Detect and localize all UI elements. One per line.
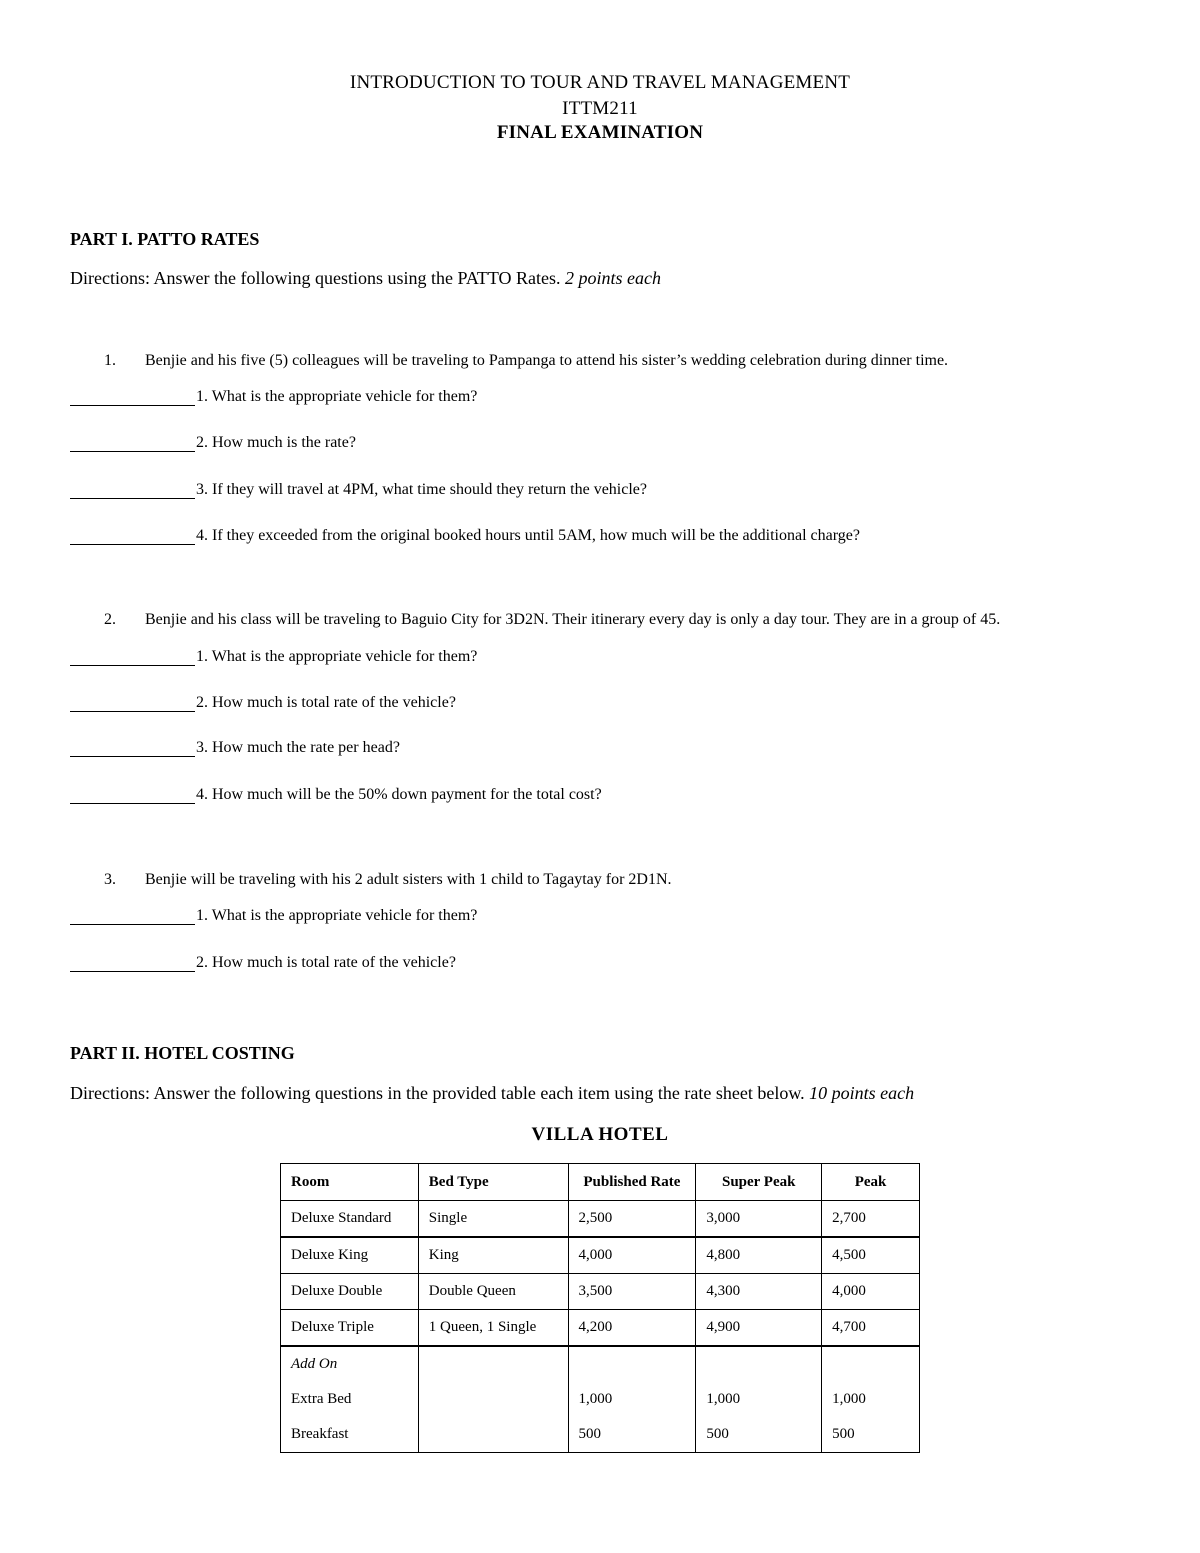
question-3-item-2 <box>70 954 456 972</box>
table-cell: 3,000 <box>696 1201 822 1238</box>
addon-value: 1,000 <box>832 1391 866 1407</box>
answer-blank[interactable] <box>70 740 195 757</box>
table-row <box>281 1310 920 1347</box>
question-2-item-3 <box>70 739 400 757</box>
column-header: Bed Type <box>418 1164 568 1201</box>
question-2-text: Benjie and his class will be traveling to Baguio City for 3D2N. Their itinerary every day is only a day tour. They are in a group of 45. <box>145 611 1001 628</box>
table-cell: 4,900 <box>696 1310 822 1347</box>
item-text: 3. How much the rate per head? <box>196 739 400 756</box>
question-1-item-4 <box>70 527 860 545</box>
addon-value: 500 <box>706 1426 729 1442</box>
item-text: 4. If they exceeded from the original booked hours until 5AM, how much will be the additional charge? <box>196 527 860 544</box>
question-1-item-2 <box>70 434 356 452</box>
hotel-rate-table <box>280 1163 920 1453</box>
part2-directions-text: Directions: Answer the following questions in the provided table each item using the rate sheet below. <box>70 1083 805 1103</box>
item-text: 3. If they will travel at 4PM, what time should they return the vehicle? <box>196 481 647 498</box>
table-cell: Deluxe Triple <box>281 1310 419 1347</box>
item-text: 1. What is the appropriate vehicle for them? <box>196 907 478 924</box>
table-cell: Deluxe King <box>281 1237 419 1274</box>
answer-blank[interactable] <box>70 695 195 712</box>
addon-value: 1,000 <box>578 1391 613 1407</box>
part1-points: 2 points each <box>564 268 661 288</box>
table-cell: 4,500 <box>822 1237 920 1274</box>
question-3-item-1 <box>70 907 477 925</box>
table-header-row <box>281 1164 920 1201</box>
answer-blank[interactable] <box>70 787 195 804</box>
part2-points: 10 points each <box>809 1083 915 1103</box>
question-1-number: 1. <box>104 352 116 369</box>
addon-published-cell <box>568 1346 696 1453</box>
part1-directions-text: Directions: Answer the following questions using the PATTO Rates. <box>70 268 561 288</box>
part1-title: PART I. PATTO RATES <box>70 229 260 249</box>
addon-names-cell <box>281 1346 419 1453</box>
addon-bedtype-cell <box>418 1346 568 1453</box>
table-cell: 2,500 <box>568 1201 696 1238</box>
question-3-text: Benjie will be traveling with his 2 adult sisters with 1 child to Tagaytay for 2D1N. <box>145 871 672 888</box>
answer-blank[interactable] <box>70 389 195 406</box>
column-header: Room <box>281 1164 419 1201</box>
table-cell: 4,700 <box>822 1310 920 1347</box>
table-row <box>281 1274 920 1310</box>
question-1-text: Benjie and his five (5) colleagues will be traveling to Pampanga to attend his sister’s wedding celebration during dinner time. <box>145 352 949 369</box>
answer-blank[interactable] <box>70 649 195 666</box>
answer-blank[interactable] <box>70 908 195 925</box>
item-text: 4. How much will be the 50% down payment for the total cost? <box>196 786 602 803</box>
addon-value: 1,000 <box>706 1391 741 1407</box>
addon-superpeak-cell <box>696 1346 822 1453</box>
part2-directions <box>70 1083 914 1104</box>
table-cell: King <box>418 1237 568 1274</box>
course-code: ITTM211 <box>562 98 638 119</box>
exam-title: FINAL EXAMINATION <box>496 122 704 143</box>
table-cell: 4,000 <box>568 1237 696 1274</box>
answer-blank[interactable] <box>70 955 195 972</box>
table-cell: 4,300 <box>696 1274 822 1310</box>
table-cell: Single <box>418 1201 568 1238</box>
part1-directions <box>70 268 661 289</box>
item-text: 2. How much is the rate? <box>196 434 356 451</box>
table-title: VILLA HOTEL <box>531 1124 669 1145</box>
addon-item-name: Extra Bed <box>291 1391 352 1407</box>
answer-blank[interactable] <box>70 482 195 499</box>
addon-label: Add On <box>291 1356 338 1372</box>
table-cell: Deluxe Double <box>281 1274 419 1310</box>
question-1-item-1 <box>70 388 477 406</box>
table-cell: 2,700 <box>822 1201 920 1238</box>
table-cell: Double Queen <box>418 1274 568 1310</box>
item-text: 2. How much is total rate of the vehicle? <box>196 694 456 711</box>
table-cell: 4,800 <box>696 1237 822 1274</box>
column-header: Super Peak <box>696 1164 822 1201</box>
column-header: Published Rate <box>568 1164 696 1201</box>
table-row <box>281 1237 920 1274</box>
addon-peak-cell <box>822 1346 920 1453</box>
addon-value: 500 <box>578 1426 601 1442</box>
addon-item-name: Breakfast <box>291 1426 349 1442</box>
answer-blank[interactable] <box>70 435 195 452</box>
item-text: 2. How much is total rate of the vehicle? <box>196 954 456 971</box>
question-1-item-3 <box>70 481 647 499</box>
question-2-item-4 <box>70 786 602 804</box>
question-3-number: 3. <box>104 871 116 888</box>
table-cell: Deluxe Standard <box>281 1201 419 1238</box>
table-cell: 3,500 <box>568 1274 696 1310</box>
table-cell: 4,200 <box>568 1310 696 1347</box>
addon-row <box>281 1346 920 1453</box>
course-title: INTRODUCTION TO TOUR AND TRAVEL MANAGEMENT <box>349 72 851 93</box>
question-2-number: 2. <box>104 611 116 628</box>
question-2-item-2 <box>70 694 456 712</box>
answer-blank[interactable] <box>70 528 195 545</box>
table-row <box>281 1201 920 1238</box>
part2-title: PART II. HOTEL COSTING <box>70 1043 295 1063</box>
item-text: 1. What is the appropriate vehicle for them? <box>196 648 478 665</box>
addon-value: 500 <box>832 1426 855 1442</box>
table-cell: 4,000 <box>822 1274 920 1310</box>
question-2-item-1 <box>70 648 477 666</box>
column-header: Peak <box>822 1164 920 1201</box>
table-cell: 1 Queen, 1 Single <box>418 1310 568 1347</box>
item-text: 1. What is the appropriate vehicle for them? <box>196 388 478 405</box>
